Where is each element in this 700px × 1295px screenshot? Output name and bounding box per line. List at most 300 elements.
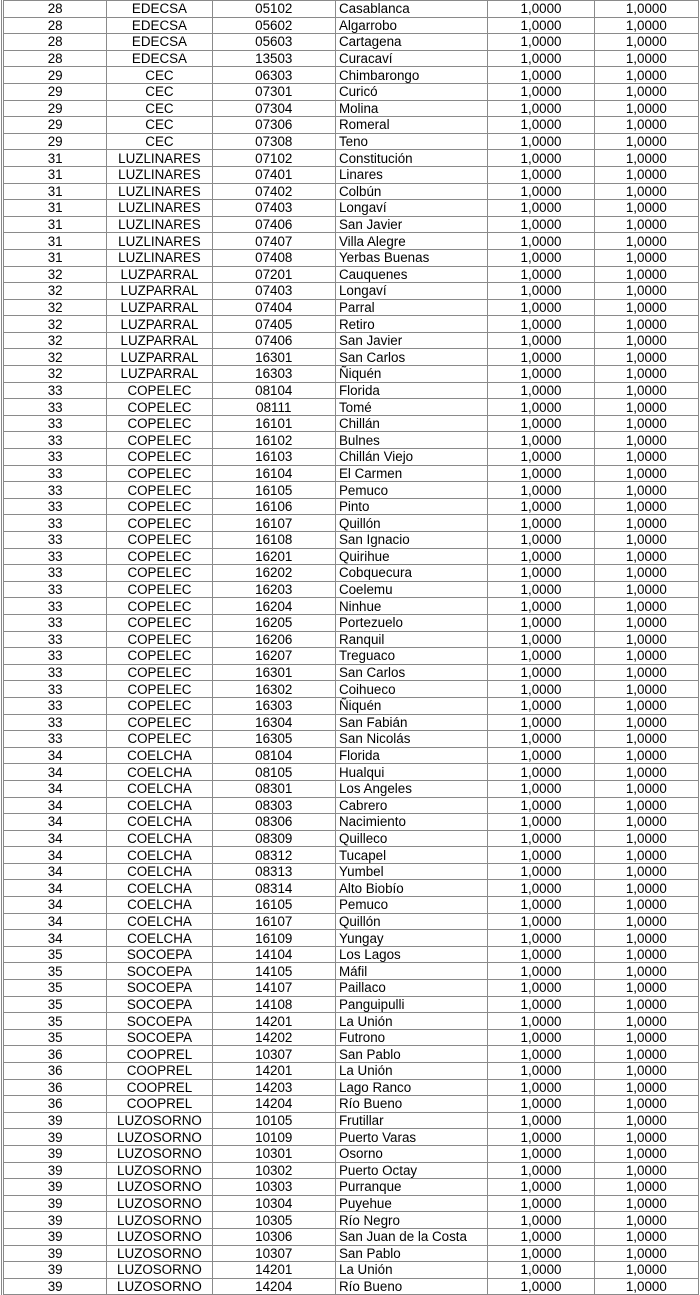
- factor-1-cell: 1,0000: [488, 83, 594, 100]
- commune-name-cell: Coelemu: [335, 581, 487, 598]
- company-name-cell: CEC: [107, 83, 212, 100]
- table-row: [3, 1278, 699, 1295]
- commune-name-cell: Máfil: [335, 963, 487, 980]
- company-name-cell: COELCHA: [107, 880, 212, 897]
- commune-name-cell: Florida: [335, 747, 487, 764]
- company-id-cell: 39: [3, 1212, 107, 1229]
- commune-name-cell: Río Bueno: [335, 1096, 487, 1113]
- table-row: [3, 1162, 699, 1179]
- factor-2-cell: 1,0000: [594, 764, 698, 781]
- company-name-cell: SOCOEPA: [107, 996, 212, 1013]
- table-row: [3, 50, 699, 67]
- commune-code-cell: 07403: [212, 283, 335, 300]
- company-name-cell: COPELEC: [107, 465, 212, 482]
- company-id-cell: 29: [3, 100, 107, 117]
- commune-name-cell: Hualqui: [335, 764, 487, 781]
- company-name-cell: LUZPARRAL: [107, 349, 212, 366]
- commune-name-cell: Río Bueno: [335, 1278, 487, 1295]
- factor-2-cell: 1,0000: [594, 913, 698, 930]
- company-name-cell: LUZPARRAL: [107, 366, 212, 383]
- table-row: [3, 648, 699, 665]
- factor-1-cell: 1,0000: [488, 847, 594, 864]
- commune-code-cell: 16105: [212, 482, 335, 499]
- factor-1-cell: 1,0000: [488, 1228, 594, 1245]
- company-name-cell: LUZPARRAL: [107, 299, 212, 316]
- commune-code-cell: 14203: [212, 1079, 335, 1096]
- factor-2-cell: 1,0000: [594, 316, 698, 333]
- factor-2-cell: 1,0000: [594, 681, 698, 698]
- table-row: [3, 67, 699, 84]
- company-name-cell: COPELEC: [107, 532, 212, 549]
- commune-code-cell: 07405: [212, 316, 335, 333]
- table-row: [3, 830, 699, 847]
- company-id-cell: 39: [3, 1278, 107, 1295]
- factor-1-cell: 1,0000: [488, 216, 594, 233]
- company-id-cell: 34: [3, 747, 107, 764]
- company-name-cell: COPELEC: [107, 548, 212, 565]
- commune-code-cell: 07402: [212, 183, 335, 200]
- table-row: [3, 1212, 699, 1229]
- table-row: [3, 1228, 699, 1245]
- factor-1-cell: 1,0000: [488, 963, 594, 980]
- commune-code-cell: 07408: [212, 249, 335, 266]
- factor-1-cell: 1,0000: [488, 996, 594, 1013]
- factor-2-cell: 1,0000: [594, 17, 698, 34]
- commune-code-cell: 08104: [212, 382, 335, 399]
- commune-name-cell: Linares: [335, 166, 487, 183]
- factor-2-cell: 1,0000: [594, 946, 698, 963]
- commune-code-cell: 10301: [212, 1145, 335, 1162]
- commune-code-cell: 16108: [212, 532, 335, 549]
- company-name-cell: LUZLINARES: [107, 183, 212, 200]
- company-id-cell: 33: [3, 482, 107, 499]
- company-name-cell: LUZLINARES: [107, 249, 212, 266]
- company-id-cell: 35: [3, 946, 107, 963]
- table-row: [3, 1262, 699, 1279]
- company-name-cell: SOCOEPA: [107, 1029, 212, 1046]
- factor-2-cell: 1,0000: [594, 1079, 698, 1096]
- table-row: [3, 731, 699, 748]
- commune-code-cell: 10306: [212, 1228, 335, 1245]
- table-row: [3, 1079, 699, 1096]
- commune-name-cell: Tomé: [335, 399, 487, 416]
- commune-code-cell: 14108: [212, 996, 335, 1013]
- company-name-cell: EDECSA: [107, 1, 212, 18]
- company-id-cell: 33: [3, 532, 107, 549]
- company-id-cell: 33: [3, 581, 107, 598]
- factor-1-cell: 1,0000: [488, 1179, 594, 1196]
- commune-code-cell: 16303: [212, 366, 335, 383]
- company-name-cell: COPELEC: [107, 565, 212, 582]
- factor-2-cell: 1,0000: [594, 830, 698, 847]
- factor-2-cell: 1,0000: [594, 980, 698, 997]
- commune-name-cell: Bulnes: [335, 432, 487, 449]
- commune-code-cell: 08314: [212, 880, 335, 897]
- commune-name-cell: Panguipulli: [335, 996, 487, 1013]
- factor-1-cell: 1,0000: [488, 1112, 594, 1129]
- factor-2-cell: 1,0000: [594, 515, 698, 532]
- factor-2-cell: 1,0000: [594, 1245, 698, 1262]
- commune-code-cell: 10302: [212, 1162, 335, 1179]
- factor-2-cell: 1,0000: [594, 249, 698, 266]
- factor-2-cell: 1,0000: [594, 996, 698, 1013]
- factor-2-cell: 1,0000: [594, 1228, 698, 1245]
- company-id-cell: 34: [3, 764, 107, 781]
- table-row: [3, 316, 699, 333]
- company-id-cell: 33: [3, 631, 107, 648]
- company-id-cell: 31: [3, 233, 107, 250]
- table-row: [3, 897, 699, 914]
- factor-1-cell: 1,0000: [488, 946, 594, 963]
- table-row: [3, 963, 699, 980]
- commune-code-cell: 16101: [212, 415, 335, 432]
- factor-2-cell: 1,0000: [594, 548, 698, 565]
- company-id-cell: 36: [3, 1063, 107, 1080]
- factor-1-cell: 1,0000: [488, 764, 594, 781]
- commune-code-cell: 16203: [212, 581, 335, 598]
- factor-1-cell: 1,0000: [488, 316, 594, 333]
- factor-2-cell: 1,0000: [594, 67, 698, 84]
- company-id-cell: 33: [3, 697, 107, 714]
- factor-1-cell: 1,0000: [488, 366, 594, 383]
- factor-2-cell: 1,0000: [594, 183, 698, 200]
- commune-code-cell: 16305: [212, 731, 335, 748]
- factor-1-cell: 1,0000: [488, 664, 594, 681]
- commune-code-cell: 07403: [212, 200, 335, 217]
- factor-2-cell: 1,0000: [594, 1096, 698, 1113]
- company-name-cell: COELCHA: [107, 780, 212, 797]
- factor-2-cell: 1,0000: [594, 930, 698, 947]
- factor-2-cell: 1,0000: [594, 482, 698, 499]
- factor-1-cell: 1,0000: [488, 548, 594, 565]
- company-id-cell: 31: [3, 166, 107, 183]
- commune-name-cell: La Unión: [335, 1262, 487, 1279]
- factor-1-cell: 1,0000: [488, 697, 594, 714]
- company-id-cell: 33: [3, 515, 107, 532]
- factor-1-cell: 1,0000: [488, 1129, 594, 1146]
- company-name-cell: LUZPARRAL: [107, 316, 212, 333]
- company-name-cell: COPELEC: [107, 648, 212, 665]
- company-name-cell: COPELEC: [107, 498, 212, 515]
- factor-2-cell: 1,0000: [594, 1262, 698, 1279]
- commune-code-cell: 07407: [212, 233, 335, 250]
- company-id-cell: 33: [3, 382, 107, 399]
- commune-code-cell: 14105: [212, 963, 335, 980]
- company-id-cell: 39: [3, 1112, 107, 1129]
- company-name-cell: LUZLINARES: [107, 233, 212, 250]
- factor-1-cell: 1,0000: [488, 1145, 594, 1162]
- company-id-cell: 33: [3, 714, 107, 731]
- factor-2-cell: 1,0000: [594, 34, 698, 51]
- commune-code-cell: 07301: [212, 83, 335, 100]
- table-row: [3, 150, 699, 167]
- company-id-cell: 39: [3, 1129, 107, 1146]
- table-row: [3, 764, 699, 781]
- commune-code-cell: 07201: [212, 266, 335, 283]
- company-id-cell: 34: [3, 913, 107, 930]
- commune-code-cell: 08303: [212, 797, 335, 814]
- factor-2-cell: 1,0000: [594, 664, 698, 681]
- company-name-cell: COOPREL: [107, 1079, 212, 1096]
- commune-name-cell: Florida: [335, 382, 487, 399]
- factor-2-cell: 1,0000: [594, 847, 698, 864]
- table-row: [3, 266, 699, 283]
- factor-1-cell: 1,0000: [488, 648, 594, 665]
- company-name-cell: LUZLINARES: [107, 200, 212, 217]
- company-name-cell: LUZLINARES: [107, 150, 212, 167]
- company-id-cell: 35: [3, 963, 107, 980]
- commune-name-cell: Chillán Viejo: [335, 449, 487, 466]
- table-row: [3, 1013, 699, 1030]
- commune-code-cell: 16302: [212, 681, 335, 698]
- table-row: [3, 780, 699, 797]
- factor-1-cell: 1,0000: [488, 349, 594, 366]
- factor-1-cell: 1,0000: [488, 166, 594, 183]
- commune-name-cell: Lago Ranco: [335, 1079, 487, 1096]
- factor-2-cell: 1,0000: [594, 631, 698, 648]
- factor-2-cell: 1,0000: [594, 1112, 698, 1129]
- company-id-cell: 34: [3, 930, 107, 947]
- commune-name-cell: Colbún: [335, 183, 487, 200]
- factor-2-cell: 1,0000: [594, 299, 698, 316]
- table-row: [3, 498, 699, 515]
- commune-name-cell: San Fabián: [335, 714, 487, 731]
- company-name-cell: SOCOEPA: [107, 1013, 212, 1030]
- table-row: [3, 133, 699, 150]
- factor-1-cell: 1,0000: [488, 34, 594, 51]
- factor-2-cell: 1,0000: [594, 598, 698, 615]
- company-id-cell: 33: [3, 681, 107, 698]
- company-id-cell: 33: [3, 731, 107, 748]
- company-id-cell: 28: [3, 17, 107, 34]
- commune-code-cell: 16301: [212, 664, 335, 681]
- company-id-cell: 35: [3, 980, 107, 997]
- factor-2-cell: 1,0000: [594, 1013, 698, 1030]
- company-id-cell: 33: [3, 598, 107, 615]
- table-row: [3, 565, 699, 582]
- company-name-cell: COELCHA: [107, 797, 212, 814]
- table-row: [3, 1245, 699, 1262]
- company-id-cell: 33: [3, 664, 107, 681]
- commune-name-cell: Romeral: [335, 117, 487, 134]
- company-name-cell: COPELEC: [107, 714, 212, 731]
- table-row: [3, 714, 699, 731]
- company-id-cell: 39: [3, 1195, 107, 1212]
- factor-2-cell: 1,0000: [594, 697, 698, 714]
- table-row: [3, 548, 699, 565]
- commune-code-cell: 07308: [212, 133, 335, 150]
- table-row: [3, 200, 699, 217]
- factor-1-cell: 1,0000: [488, 913, 594, 930]
- commune-name-cell: Cobquecura: [335, 565, 487, 582]
- table-row: [3, 166, 699, 183]
- factor-2-cell: 1,0000: [594, 1212, 698, 1229]
- factor-1-cell: 1,0000: [488, 930, 594, 947]
- company-name-cell: COELCHA: [107, 897, 212, 914]
- factor-1-cell: 1,0000: [488, 515, 594, 532]
- table-row: [3, 1, 699, 18]
- company-id-cell: 32: [3, 366, 107, 383]
- commune-code-cell: 08111: [212, 399, 335, 416]
- company-id-cell: 39: [3, 1145, 107, 1162]
- factor-2-cell: 1,0000: [594, 880, 698, 897]
- commune-name-cell: Nacimiento: [335, 814, 487, 831]
- factor-1-cell: 1,0000: [488, 415, 594, 432]
- commune-name-cell: Cabrero: [335, 797, 487, 814]
- company-name-cell: LUZOSORNO: [107, 1278, 212, 1295]
- company-name-cell: COPELEC: [107, 449, 212, 466]
- factor-2-cell: 1,0000: [594, 432, 698, 449]
- commune-name-cell: Quilleco: [335, 830, 487, 847]
- company-name-cell: COELCHA: [107, 930, 212, 947]
- company-id-cell: 39: [3, 1262, 107, 1279]
- factor-1-cell: 1,0000: [488, 1212, 594, 1229]
- commune-code-cell: 10307: [212, 1245, 335, 1262]
- table-row: [3, 664, 699, 681]
- table-row: [3, 482, 699, 499]
- commune-name-cell: La Unión: [335, 1063, 487, 1080]
- table-row: [3, 697, 699, 714]
- commune-code-cell: 16205: [212, 614, 335, 631]
- company-id-cell: 33: [3, 565, 107, 582]
- factor-2-cell: 1,0000: [594, 780, 698, 797]
- table-row: [3, 382, 699, 399]
- table-row: [3, 233, 699, 250]
- factor-1-cell: 1,0000: [488, 399, 594, 416]
- factor-2-cell: 1,0000: [594, 1278, 698, 1295]
- commune-code-cell: 10307: [212, 1046, 335, 1063]
- company-id-cell: 34: [3, 897, 107, 914]
- company-id-cell: 34: [3, 847, 107, 864]
- factor-1-cell: 1,0000: [488, 183, 594, 200]
- commune-code-cell: 08104: [212, 747, 335, 764]
- company-name-cell: LUZOSORNO: [107, 1262, 212, 1279]
- commune-code-cell: 05602: [212, 17, 335, 34]
- company-id-cell: 31: [3, 216, 107, 233]
- factor-2-cell: 1,0000: [594, 747, 698, 764]
- factor-1-cell: 1,0000: [488, 432, 594, 449]
- company-id-cell: 39: [3, 1179, 107, 1196]
- company-id-cell: 32: [3, 266, 107, 283]
- table-row: [3, 581, 699, 598]
- company-name-cell: COPELEC: [107, 432, 212, 449]
- table-row: [3, 797, 699, 814]
- factor-1-cell: 1,0000: [488, 980, 594, 997]
- factor-2-cell: 1,0000: [594, 797, 698, 814]
- commune-name-cell: Chimbarongo: [335, 67, 487, 84]
- company-id-cell: 36: [3, 1079, 107, 1096]
- company-id-cell: 35: [3, 1029, 107, 1046]
- factor-2-cell: 1,0000: [594, 1129, 698, 1146]
- company-id-cell: 28: [3, 34, 107, 51]
- commune-code-cell: 16303: [212, 697, 335, 714]
- table-row: [3, 930, 699, 947]
- commune-code-cell: 07406: [212, 332, 335, 349]
- factor-2-cell: 1,0000: [594, 283, 698, 300]
- factor-1-cell: 1,0000: [488, 449, 594, 466]
- commune-name-cell: Villa Alegre: [335, 233, 487, 250]
- company-id-cell: 33: [3, 399, 107, 416]
- factor-2-cell: 1,0000: [594, 50, 698, 67]
- company-id-cell: 34: [3, 814, 107, 831]
- table-row: [3, 1096, 699, 1113]
- factor-1-cell: 1,0000: [488, 1195, 594, 1212]
- commune-code-cell: 10105: [212, 1112, 335, 1129]
- commune-name-cell: Purranque: [335, 1179, 487, 1196]
- commune-name-cell: Longaví: [335, 200, 487, 217]
- factor-1-cell: 1,0000: [488, 382, 594, 399]
- company-name-cell: COPELEC: [107, 614, 212, 631]
- company-id-cell: 31: [3, 249, 107, 266]
- factor-1-cell: 1,0000: [488, 482, 594, 499]
- company-name-cell: COELCHA: [107, 764, 212, 781]
- factor-1-cell: 1,0000: [488, 133, 594, 150]
- table-row: [3, 863, 699, 880]
- commune-code-cell: 07304: [212, 100, 335, 117]
- table-row: [3, 349, 699, 366]
- commune-code-cell: 14201: [212, 1063, 335, 1080]
- factor-1-cell: 1,0000: [488, 731, 594, 748]
- table-row: [3, 598, 699, 615]
- company-name-cell: SOCOEPA: [107, 963, 212, 980]
- commune-code-cell: 08306: [212, 814, 335, 831]
- commune-code-cell: 16109: [212, 930, 335, 947]
- company-name-cell: EDECSA: [107, 34, 212, 51]
- company-name-cell: LUZPARRAL: [107, 266, 212, 283]
- commune-name-cell: Río Negro: [335, 1212, 487, 1229]
- factor-2-cell: 1,0000: [594, 382, 698, 399]
- company-id-cell: 29: [3, 133, 107, 150]
- table-row: [3, 17, 699, 34]
- commune-code-cell: 16107: [212, 515, 335, 532]
- factor-1-cell: 1,0000: [488, 747, 594, 764]
- company-name-cell: LUZOSORNO: [107, 1228, 212, 1245]
- company-name-cell: COPELEC: [107, 681, 212, 698]
- company-name-cell: COPELEC: [107, 631, 212, 648]
- table-row: [3, 1063, 699, 1080]
- table-row: [3, 332, 699, 349]
- commune-name-cell: Ninhue: [335, 598, 487, 615]
- company-id-cell: 35: [3, 1013, 107, 1030]
- factor-1-cell: 1,0000: [488, 1245, 594, 1262]
- factor-2-cell: 1,0000: [594, 648, 698, 665]
- table-row: [3, 100, 699, 117]
- company-name-cell: CEC: [107, 133, 212, 150]
- commune-name-cell: Algarrobo: [335, 17, 487, 34]
- table-row: [3, 216, 699, 233]
- factor-2-cell: 1,0000: [594, 565, 698, 582]
- commune-name-cell: San Nicolás: [335, 731, 487, 748]
- commune-name-cell: Paillaco: [335, 980, 487, 997]
- commune-name-cell: Quillón: [335, 515, 487, 532]
- factor-1-cell: 1,0000: [488, 581, 594, 598]
- commune-name-cell: Cartagena: [335, 34, 487, 51]
- company-id-cell: 32: [3, 299, 107, 316]
- factor-1-cell: 1,0000: [488, 681, 594, 698]
- commune-name-cell: Alto Biobío: [335, 880, 487, 897]
- commune-code-cell: 16304: [212, 714, 335, 731]
- table-row: [3, 83, 699, 100]
- commune-name-cell: Curicó: [335, 83, 487, 100]
- commune-code-cell: 14204: [212, 1096, 335, 1113]
- company-name-cell: EDECSA: [107, 50, 212, 67]
- commune-name-cell: Casablanca: [335, 1, 487, 18]
- company-id-cell: 29: [3, 67, 107, 84]
- commune-code-cell: 16207: [212, 648, 335, 665]
- factor-1-cell: 1,0000: [488, 150, 594, 167]
- company-name-cell: COELCHA: [107, 747, 212, 764]
- commune-code-cell: 16102: [212, 432, 335, 449]
